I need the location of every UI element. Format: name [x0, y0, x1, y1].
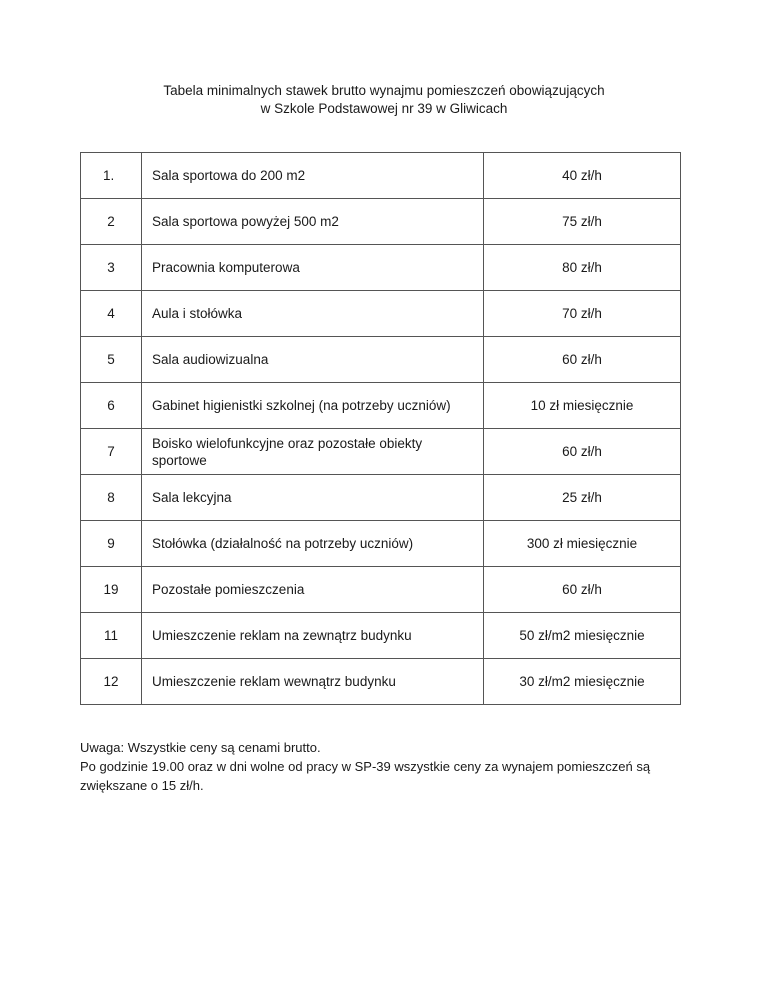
room-name: Gabinet higienistki szkolnej (na potrzeby uczniów) [142, 383, 484, 429]
room-name: Pracownia komputerowa [142, 245, 484, 291]
rate-price: 60 zł/h [484, 429, 681, 475]
table-row [81, 291, 681, 337]
table-row [81, 337, 681, 383]
row-number: 8 [81, 475, 142, 521]
rate-price: 50 zł/m2 miesięcznie [484, 613, 681, 659]
notes [80, 738, 700, 795]
table-row [81, 567, 681, 613]
table-row [81, 475, 681, 521]
room-name: Umieszczenie reklam wewnątrz budynku [142, 659, 484, 705]
table-row [81, 659, 681, 705]
row-number: 19 [81, 567, 142, 613]
room-name: Aula i stołówka [142, 291, 484, 337]
document-title [0, 82, 768, 118]
room-name: Boisko wielofunkcyjne oraz pozostałe obiekty sportowe [142, 429, 484, 475]
rate-price: 70 zł/h [484, 291, 681, 337]
rate-price: 75 zł/h [484, 199, 681, 245]
title-line-2: w Szkole Podstawowej nr 39 w Gliwicach [260, 101, 508, 116]
rate-price: 25 zł/h [484, 475, 681, 521]
rate-price: 300 zł miesięcznie [484, 521, 681, 567]
rate-price: 10 zł miesięcznie [484, 383, 681, 429]
table-row [81, 199, 681, 245]
row-number: 9 [81, 521, 142, 567]
rate-price: 60 zł/h [484, 567, 681, 613]
row-number: 12 [81, 659, 142, 705]
table-row [81, 429, 681, 475]
note-line-1: Uwaga: Wszystkie ceny są cenami brutto. [80, 740, 321, 755]
row-number: 2 [81, 199, 142, 245]
row-number: 5 [81, 337, 142, 383]
table-row [81, 613, 681, 659]
table-row [81, 521, 681, 567]
rates-table [80, 152, 681, 705]
room-name: Umieszczenie reklam na zewnątrz budynku [142, 613, 484, 659]
room-name: Sala sportowa powyżej 500 m2 [142, 199, 484, 245]
title-line-1: Tabela minimalnych stawek brutto wynajmu pomieszczeń obowiązujących [163, 83, 605, 98]
rate-price: 40 zł/h [484, 153, 681, 199]
table-row [81, 153, 681, 199]
rate-price: 80 zł/h [484, 245, 681, 291]
rate-price: 30 zł/m2 miesięcznie [484, 659, 681, 705]
room-name: Sala audiowizualna [142, 337, 484, 383]
room-name: Sala sportowa do 200 m2 [142, 153, 484, 199]
room-name: Pozostałe pomieszczenia [142, 567, 484, 613]
note-line-2: Po godzinie 19.00 oraz w dni wolne od pracy w SP-39 wszystkie ceny za wynajem pomieszczeń są zwiększane o 15 zł/h. [80, 759, 651, 793]
row-number: 4 [81, 291, 142, 337]
table-row [81, 383, 681, 429]
room-name: Sala lekcyjna [142, 475, 484, 521]
rate-price: 60 zł/h [484, 337, 681, 383]
row-number: 11 [81, 613, 142, 659]
table-row [81, 245, 681, 291]
rates-table-body [81, 153, 681, 705]
room-name: Stołówka (działalność na potrzeby uczniów) [142, 521, 484, 567]
row-number: 1. [81, 153, 142, 199]
row-number: 3 [81, 245, 142, 291]
row-number: 6 [81, 383, 142, 429]
row-number: 7 [81, 429, 142, 475]
